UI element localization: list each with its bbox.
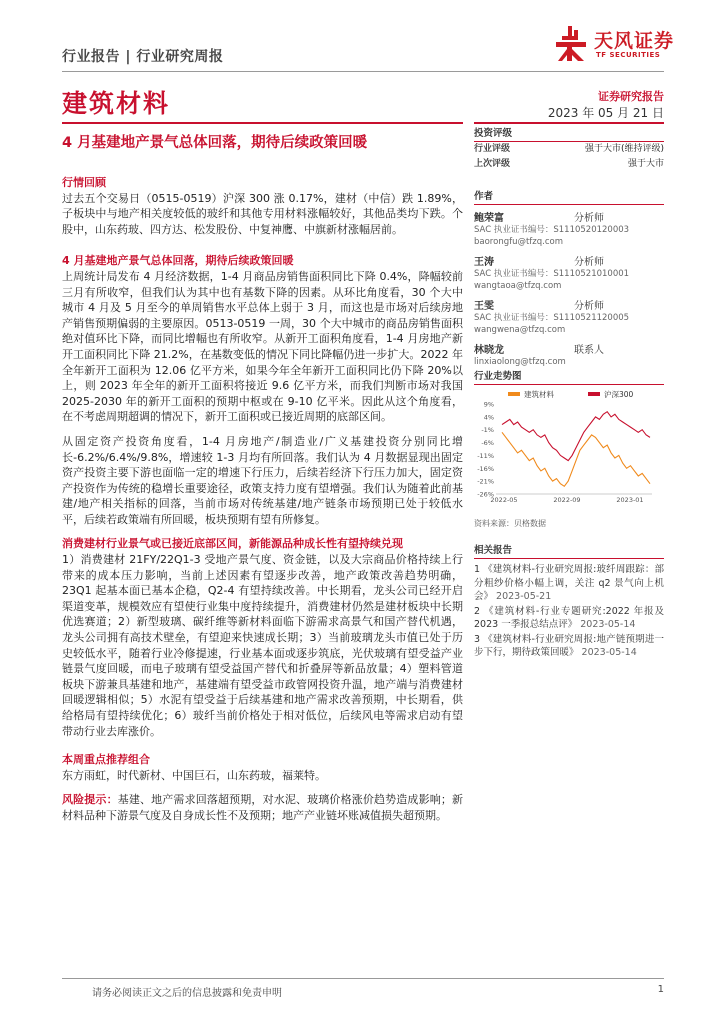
author-name: 鲍荣富 (474, 213, 504, 224)
sector-title: 建筑材料 (62, 89, 171, 118)
risk-label: 风险提示： (62, 793, 118, 807)
legend-swatch (588, 392, 600, 396)
author-email[interactable]: linxiaolong@tfzq.com (474, 357, 566, 367)
related-report-text[interactable]: 2 《建筑材料-行业专题研究:2022 年报及 2023 一季报总结点评》 (474, 605, 664, 630)
trend-title: 行业走势图 (474, 368, 664, 385)
rating-key: 上次评级 (474, 159, 511, 169)
trend-chart (474, 386, 664, 514)
author-email[interactable]: wangwena@tfzq.com (474, 325, 566, 335)
author-role: 分析师 (574, 301, 604, 312)
related-title: 相关报告 (474, 542, 664, 559)
rating-row (474, 142, 664, 157)
rating-title: 投资评级 (474, 125, 664, 142)
y-tick-label: -6% (481, 439, 494, 448)
footer-disclaimer: 请务必阅读正文之后的信息披露和免责申明 (92, 988, 282, 999)
headline-rule (62, 122, 463, 124)
author-email[interactable]: wangtaoa@tfzq.com (474, 281, 562, 291)
author-role: 联系人 (574, 345, 604, 356)
risk-text: 基建、地产需求回落超预期，对水泥、玻璃价格涨价趋势造成影响；新材料品种下游景气度及自身成长性不及预期；地产产业链坏账减值损失超预期。 (62, 793, 464, 822)
x-tick-label: 2022-05 (490, 496, 518, 504)
y-tick-label: -21% (477, 477, 494, 486)
author-entry (474, 297, 664, 336)
author-name: 林晓龙 (474, 345, 504, 356)
legend-swatch (508, 392, 520, 396)
section-title: 消费建材行业景气或已接近底部区间，新能源品种成长性有望持续兑现 (62, 537, 403, 551)
author-email[interactable]: baorongfu@tfzq.com (474, 237, 564, 247)
main-content (62, 175, 463, 824)
y-tick-label: 9% (483, 400, 494, 409)
author-cert: SAC 执业证书编号：S1110521120005 (474, 313, 630, 323)
logo-text: 天风证券 (594, 30, 675, 52)
related-report-text[interactable]: 3 《建筑材料-行业研究周报:地产链预期进一步下行，期待政策回暖》 (474, 633, 664, 658)
sidebar-rule (474, 122, 664, 124)
rating-row (474, 157, 664, 172)
rating-key: 行业评级 (474, 144, 511, 154)
author-name: 王雯 (474, 301, 494, 312)
logo-mark-icon (552, 22, 592, 66)
author-name: 王涛 (474, 257, 494, 268)
y-tick-label: -16% (477, 464, 494, 473)
author-cert: SAC 执业证书编号：S1110521010001 (474, 269, 630, 279)
x-tick-label: 2023-01 (616, 496, 644, 504)
section-paragraph: 过去五个交易日（0515-0519）沪深 300 涨 0.17%，建材（中信）跌 1.89%，子板块中与地产相关度较低的玻纤和其他专用材料涨幅较好，其他品类均下跌。个股中，山东药玻、四方达、松发股份、中复神鹰、中旗新材涨幅居前。 (62, 191, 463, 236)
rating-block (474, 125, 664, 172)
section-title: 本周重点推荐组合 (62, 753, 150, 767)
y-tick-label: -26% (477, 490, 494, 499)
y-tick-label: -1% (481, 426, 494, 435)
related-report[interactable] (474, 563, 664, 604)
related-report[interactable] (474, 605, 664, 632)
section-paragraph: 从固定资产投资角度看，1-4 月房地产/制造业/广义基建投资分别同比增长-6.2%/6.4%/9.8%，增速较 1-3 月均有所回落。我们认为 4 月数据显现出固定资产投资主要下游也面临一定的增速下行压力，后续若经济下行压力加大，固定资产投资作为传统的稳增长重要途径，政策支持力度有望增强。我们认为随着此前基建/地产相关指标的回落，当前市场对传统基建/地产链条市场预期已处于较低水平，后续若政策端有所回暖，板块预期有望有所修复。 (62, 434, 463, 526)
report-date: 2023 年 05 月 21 日 (547, 106, 664, 120)
authors-block (474, 188, 664, 368)
rating-value: 强于大市 (627, 159, 664, 169)
related-report-date: 2023-05-14 (581, 647, 637, 658)
related-report-text[interactable]: 1 《建筑材料-行业研究周报:玻纤周跟踪：部分粗纱价格小幅上调，关注 q2 景气向上机会》 (474, 564, 664, 602)
section-paragraph: 上周统计局发布 4 月经济数据，1-4 月商品房销售面积同比下降 0.4%，降幅较前三月有所收窄，但我们认为其中也有基数下降的因素。从环比角度看，30 个大中城市 4 月及 5 月至今的单周销售水平总体上弱于 3 月，而这也是市场对后续房地产销售预期偏弱的主要原因。0513-0519 一周，30 个大中城市的商品房销售面积绝对值环比下降，而同比增幅也有所收窄。从新开工面积角度看，1-4 月房地产新开工面积同比下降 21.2%，在基数变低的情况下同比降幅仍进一步扩大。2022 年全年新开工面积为 12.06 亿平方米，如果今年全年新开工面积同比仍下降 20%以上，则 2023 年全年的新开工面积将接近 9.6 亿平方米，而我们判断市场对我国 2025-2030 年的新开工面积的预期中枢或在 9-10 亿平米。因此从这个角度看，在不考虑周期超调的情况下，新开工面积或已接近周期的底部区间。 (62, 269, 463, 424)
related-report[interactable] (474, 633, 664, 660)
y-tick-label: 4% (483, 413, 494, 422)
legend-label: 沪深300 (604, 390, 634, 399)
related-report-date: 2023-05-21 (496, 591, 552, 602)
footer-divider (62, 978, 664, 979)
section-paragraph: 东方雨虹，时代新材、中国巨石，山东药玻，福莱特。 (62, 768, 326, 782)
related-block (474, 542, 664, 660)
header-divider (62, 71, 664, 72)
report-label: 证券研究报告 (598, 90, 664, 103)
chart-source: 资料来源：贝格数据 (474, 519, 546, 528)
x-tick-label: 2022-09 (553, 496, 581, 504)
trend-block (474, 368, 664, 385)
risk-paragraph (62, 792, 463, 823)
report-type: 行业报告 | 行业研究周报 (62, 49, 224, 65)
author-cert: SAC 执业证书编号：S1110520120003 (474, 225, 630, 235)
y-tick-label: -11% (477, 451, 494, 460)
section-title: 4 月基建地产景气总体回落，期待后续政策回暖 (62, 254, 294, 268)
related-report-date: 2023-05-14 (580, 619, 636, 630)
author-role: 分析师 (574, 257, 604, 268)
page-number: 1 (657, 984, 664, 995)
section-paragraph: 1）消费建材 21FY/22Q1-3 受地产景气度、资金链，以及大宗商品价格持续上行带来的成本压力影响，当前上述因素有望逐步改善，地产政策改善趋势明确，23Q1 起基本面已基本企稳，Q2-4 有望持续改善。中长期看，龙头公司已经开启渠道变革，规模效应有望使行业集中度持续提升，消费建材仍然是建材板块中长期优选赛道；2）新型玻璃、碳纤维等新材料面临下游需求高景气和国产替代机遇，龙头公司拥有高技术壁垒，有望迎来快速成长期；3）当前玻璃龙头市值已处于历史较低水平，随着行业冷修提速，行业基本面或逐步筑底，光伏玻璃有望受益产业链景气度回暖，而电子玻璃有望受益国产替代和折叠屏等新品放量；4）塑料管道板块下游兼具基建和地产，基建端有望受益市政管网投资升温，地产端与消费建材回暖逻辑相似；5）水泥有望受益于后续基建和地产需求改善预期，中长期看，供给格局有望持续优化；6）玻纤当前价格处于相对低位，后续风电等需求启动有望带动行业去库涨价。 (62, 553, 463, 738)
rating-value: 强于大市(维持评级) (584, 144, 664, 154)
author-entry (474, 341, 664, 368)
logo-subtext: TF SECURITIES (596, 51, 661, 59)
legend-label: 建筑材料 (524, 390, 554, 399)
authors-title: 作者 (474, 188, 664, 205)
author-entry (474, 253, 664, 292)
series-line (502, 432, 650, 486)
author-role: 分析师 (574, 213, 604, 224)
author-entry (474, 209, 664, 248)
headline: 4 月基建地产景气总体回落，期待后续政策回暖 (62, 135, 368, 151)
section-title: 行情回顾 (62, 176, 106, 189)
